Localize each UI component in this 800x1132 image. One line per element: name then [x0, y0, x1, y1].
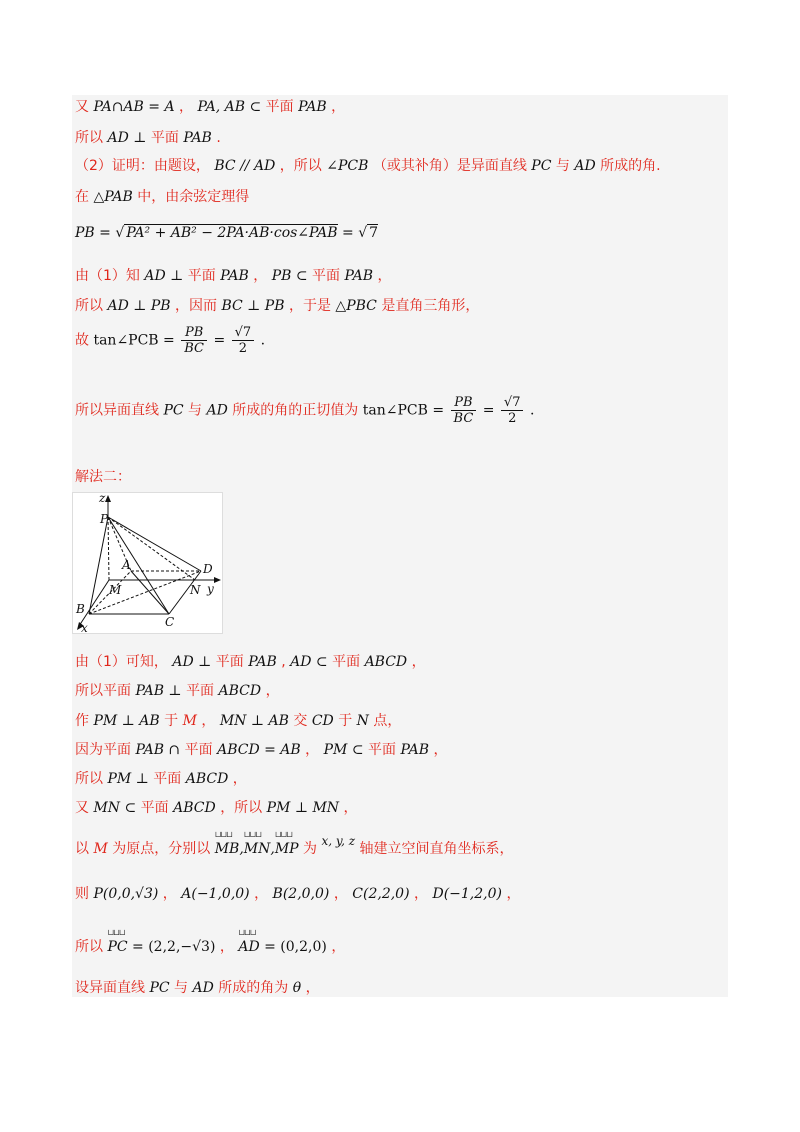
math-expr: ABCD — [218, 683, 262, 699]
line-text: ， — [414, 886, 429, 902]
vector-pc: ⊔⊔⊔ PC — [107, 939, 127, 955]
math-expr: ABCD — [364, 654, 408, 670]
math-expr: AD — [192, 980, 214, 996]
line-text: ， — [254, 886, 269, 902]
line-text: 设异面直线 — [75, 980, 145, 996]
line-text: 平面 — [186, 683, 215, 699]
line-text: ， — [506, 886, 521, 902]
math-expr: AD ⊥ — [107, 130, 147, 146]
line-text: 所以平面 — [75, 683, 131, 699]
math-expr: . — [529, 402, 535, 419]
edge-pb — [89, 517, 108, 614]
line-text: 所以 — [75, 771, 103, 787]
math-expr: = — [337, 225, 359, 241]
vector-mb: ⊔⊔⊔ MB — [215, 841, 240, 857]
math-expr: PM ⊥ MN — [266, 800, 340, 816]
line-text: 交 — [293, 713, 308, 729]
math-expr: = — [482, 402, 499, 419]
frac-denominator: 2 — [508, 411, 517, 426]
math-expr: AD ⊥ — [172, 654, 212, 670]
label-p: P — [100, 512, 109, 526]
line-text: 平面 — [332, 654, 361, 670]
line-text: 于 — [338, 713, 353, 729]
math-expr: PAB — [298, 99, 327, 115]
text-line-8 — [75, 325, 265, 356]
math-expr: C(2,2,0) — [352, 886, 410, 902]
line-text: 点， — [373, 713, 402, 729]
line-text: ， — [253, 268, 268, 284]
line-text: ， — [433, 742, 448, 758]
line-text: ， — [377, 268, 392, 284]
line-text: ， — [331, 939, 346, 955]
line-text: 中，由余弦定理得 — [137, 189, 250, 205]
frac-numerator: √7 — [232, 325, 255, 341]
text-line-11 — [75, 651, 426, 671]
line-text: 所以异面直线 — [75, 402, 159, 419]
math-expr: tan∠PCB = — [362, 402, 449, 419]
text-line-1 — [75, 96, 345, 116]
text-line-20 — [75, 977, 320, 997]
math-expr: PAB ∩ — [135, 742, 181, 758]
math-expr: 7 — [369, 225, 379, 241]
math-expr: , — [270, 841, 275, 857]
line-text: 于 — [164, 713, 179, 729]
line-text: 所成的角的正切值为 — [232, 402, 359, 419]
math-expr: , — [239, 841, 244, 857]
line-text: ， — [201, 713, 216, 729]
line-text: 所以 — [75, 939, 103, 955]
text-line-7 — [75, 295, 479, 315]
label-c: C — [165, 615, 175, 629]
line-text: 又 — [75, 99, 89, 115]
text-line-10 — [75, 466, 131, 486]
text-line-18 — [75, 883, 520, 903]
line-text: ，因而 — [175, 298, 218, 314]
math-expr: CD — [311, 713, 334, 729]
line-text: , — [281, 654, 286, 670]
line-text: 平面 — [215, 654, 244, 670]
line-text: 平面 — [140, 800, 169, 816]
math-expr: MN ⊥ AB — [219, 713, 289, 729]
line-text: 因为平面 — [75, 742, 131, 758]
segment-pm — [108, 517, 109, 580]
y-axis-arrow — [214, 577, 221, 583]
math-expr: D(−1,2,0) — [432, 886, 502, 902]
math-expr: AD — [574, 158, 596, 174]
math-expr: AD ⊥ PB — [107, 298, 171, 314]
math-expr: P(0,0,√3) — [93, 886, 159, 902]
line-text: 所成的角为 — [218, 980, 289, 996]
text-line-15 — [75, 768, 247, 788]
line-text: ， — [179, 99, 194, 115]
math-expr: PB = — [75, 225, 116, 241]
math-expr: PAB — [344, 268, 374, 284]
math-expr: PC — [531, 158, 552, 174]
line-text: ， — [162, 886, 177, 902]
text-line-3 — [75, 155, 661, 175]
line-text: 是直角三角形， — [381, 298, 480, 314]
math-expr: PAB ⊥ — [135, 683, 182, 699]
line-text: 以 — [75, 841, 89, 857]
fraction — [181, 325, 207, 356]
frac-numerator: √7 — [501, 395, 524, 411]
frac-numerator: PB — [451, 395, 477, 411]
math-expr: PAB — [248, 654, 277, 670]
label-m: M — [109, 583, 122, 597]
frac-denominator: BC — [453, 411, 474, 426]
line-text: 则 — [75, 886, 89, 902]
text-line-17 — [75, 834, 514, 858]
line-text: 与 — [174, 980, 189, 996]
pyramid-diagram — [73, 493, 222, 633]
math-expr: B(2,0,0) — [272, 886, 330, 902]
text-line-5 — [75, 225, 378, 241]
line-text: ， — [331, 99, 346, 115]
math-expr: PAB — [183, 130, 212, 146]
line-text: ， — [411, 654, 426, 670]
frac-denominator: BC — [184, 341, 204, 356]
math-expr: x, y, z — [321, 834, 356, 848]
math-expr: BC ⊥ PB — [221, 298, 285, 314]
line-text: ， — [232, 771, 247, 787]
sqrt-sign: √ — [115, 225, 125, 241]
line-text: ， — [265, 683, 280, 699]
math-expr: MN ⊂ — [93, 800, 137, 816]
line-text: 所成的角. — [600, 158, 661, 174]
text-line-2 — [75, 127, 221, 147]
vector-ad: ⊔⊔⊔ AD — [238, 939, 259, 955]
line-text: ，所以 — [279, 158, 322, 174]
math-expr: ABCD — [173, 800, 216, 816]
line-text: ， — [333, 886, 348, 902]
line-text: 在 — [75, 189, 89, 205]
text-line-14 — [75, 739, 447, 759]
section-heading: 解法二： — [75, 469, 131, 485]
math-expr: △PBC — [335, 298, 377, 314]
math-expr: AD ⊂ — [290, 654, 328, 670]
line-text: ，于是 — [288, 298, 331, 314]
line-text: ，所以 — [220, 800, 263, 816]
math-expr: M — [182, 713, 197, 729]
label-x: x — [81, 621, 88, 633]
math-expr: △PAB — [93, 189, 133, 205]
line-text: . — [216, 130, 221, 146]
math-expr: PAB — [400, 742, 429, 758]
diagonal-bd — [89, 571, 201, 614]
line-text: ， — [343, 800, 358, 816]
line-text: 所以 — [75, 130, 103, 146]
line-text: 由（1）知 — [75, 268, 140, 284]
line-text: （或其补角）是异面直线 — [372, 158, 527, 174]
line-text: ， — [305, 980, 320, 996]
math-expr: PM ⊥ — [107, 771, 149, 787]
math-expr: A(−1,0,0) — [181, 886, 250, 902]
line-text: 平面 — [312, 268, 341, 284]
label-n: N — [190, 583, 201, 597]
math-expr: = — [213, 332, 230, 349]
math-expr: . — [260, 332, 266, 349]
diagonal-ac — [131, 571, 169, 614]
line-text: 平面 — [153, 771, 182, 787]
line-text: ， — [305, 742, 320, 758]
label-y: y — [207, 582, 214, 596]
math-expr: AD — [206, 402, 228, 419]
text-line-13 — [75, 710, 401, 730]
line-text: 作 — [75, 713, 89, 729]
math-expr: ∠PCB — [326, 158, 369, 174]
frac-denominator: 2 — [238, 341, 248, 356]
fraction — [451, 395, 477, 426]
math-expr: PB ⊂ — [271, 268, 308, 284]
frac-numerator: PB — [181, 325, 207, 341]
line-text: ， — [219, 939, 234, 955]
math-expr: PM ⊂ — [323, 742, 364, 758]
math-expr: PC — [149, 980, 170, 996]
line-text: 为 — [303, 841, 318, 857]
line-text: 与 — [188, 402, 203, 419]
text-line-4 — [75, 186, 249, 206]
text-line-12 — [75, 680, 280, 700]
vector-mn: ⊔⊔⊔ MN — [244, 841, 271, 857]
math-expr: BC // AD — [214, 158, 276, 174]
edge-pc — [108, 517, 169, 614]
math-expr: ABCD — [185, 771, 229, 787]
sqrt-sign: √ — [358, 225, 368, 241]
line-text: 平面 — [265, 99, 294, 115]
text-line-9 — [75, 395, 534, 426]
math-expr: PM ⊥ AB — [93, 713, 160, 729]
math-expr: θ — [292, 980, 302, 996]
label-d: D — [203, 562, 213, 576]
math-expr: N — [356, 713, 369, 729]
line-text: 与 — [555, 158, 570, 174]
vector-mp: ⊔⊔⊔ MP — [275, 841, 299, 857]
line-text: （2）证明：由题设， — [75, 158, 210, 174]
math-expr: PA, AB ⊂ — [197, 99, 262, 115]
line-text: 又 — [75, 800, 89, 816]
text-line-16 — [75, 797, 358, 817]
line-text: 平面 — [150, 130, 179, 146]
math-expr: PA² + AB² − 2PA·AB·cos∠PAB — [126, 225, 338, 241]
fraction — [232, 325, 255, 356]
line-text: 平面 — [184, 742, 213, 758]
line-text: 为原点，分别以 — [112, 841, 211, 857]
line-text: 平面 — [187, 268, 216, 284]
label-b: B — [76, 602, 85, 616]
math-expr: = (0,2,0) — [259, 939, 327, 955]
label-z: z — [99, 493, 106, 505]
z-axis-arrow — [105, 495, 111, 502]
math-expr: = (2,2,−√3) — [127, 939, 216, 955]
math-expr: PA∩AB = A — [93, 99, 175, 115]
math-expr: ABCD = AB — [217, 742, 301, 758]
pyramid-figure — [72, 492, 223, 634]
text-line-6 — [75, 265, 391, 285]
math-expr: tan∠PCB = — [93, 332, 180, 349]
math-expr: M — [93, 841, 108, 857]
math-expr: PC — [163, 402, 184, 419]
line-text: 由（1）可知， — [75, 654, 168, 670]
line-text: 轴建立空间直角坐标系， — [359, 841, 514, 857]
math-expr: AD ⊥ — [144, 268, 184, 284]
line-text: 所以 — [75, 298, 103, 314]
text-line-19 — [75, 936, 345, 956]
math-expr: PAB — [220, 268, 249, 284]
line-text: 平面 — [368, 742, 396, 758]
line-text: 故 — [75, 332, 89, 349]
label-a: A — [122, 558, 131, 572]
fraction — [501, 395, 524, 426]
